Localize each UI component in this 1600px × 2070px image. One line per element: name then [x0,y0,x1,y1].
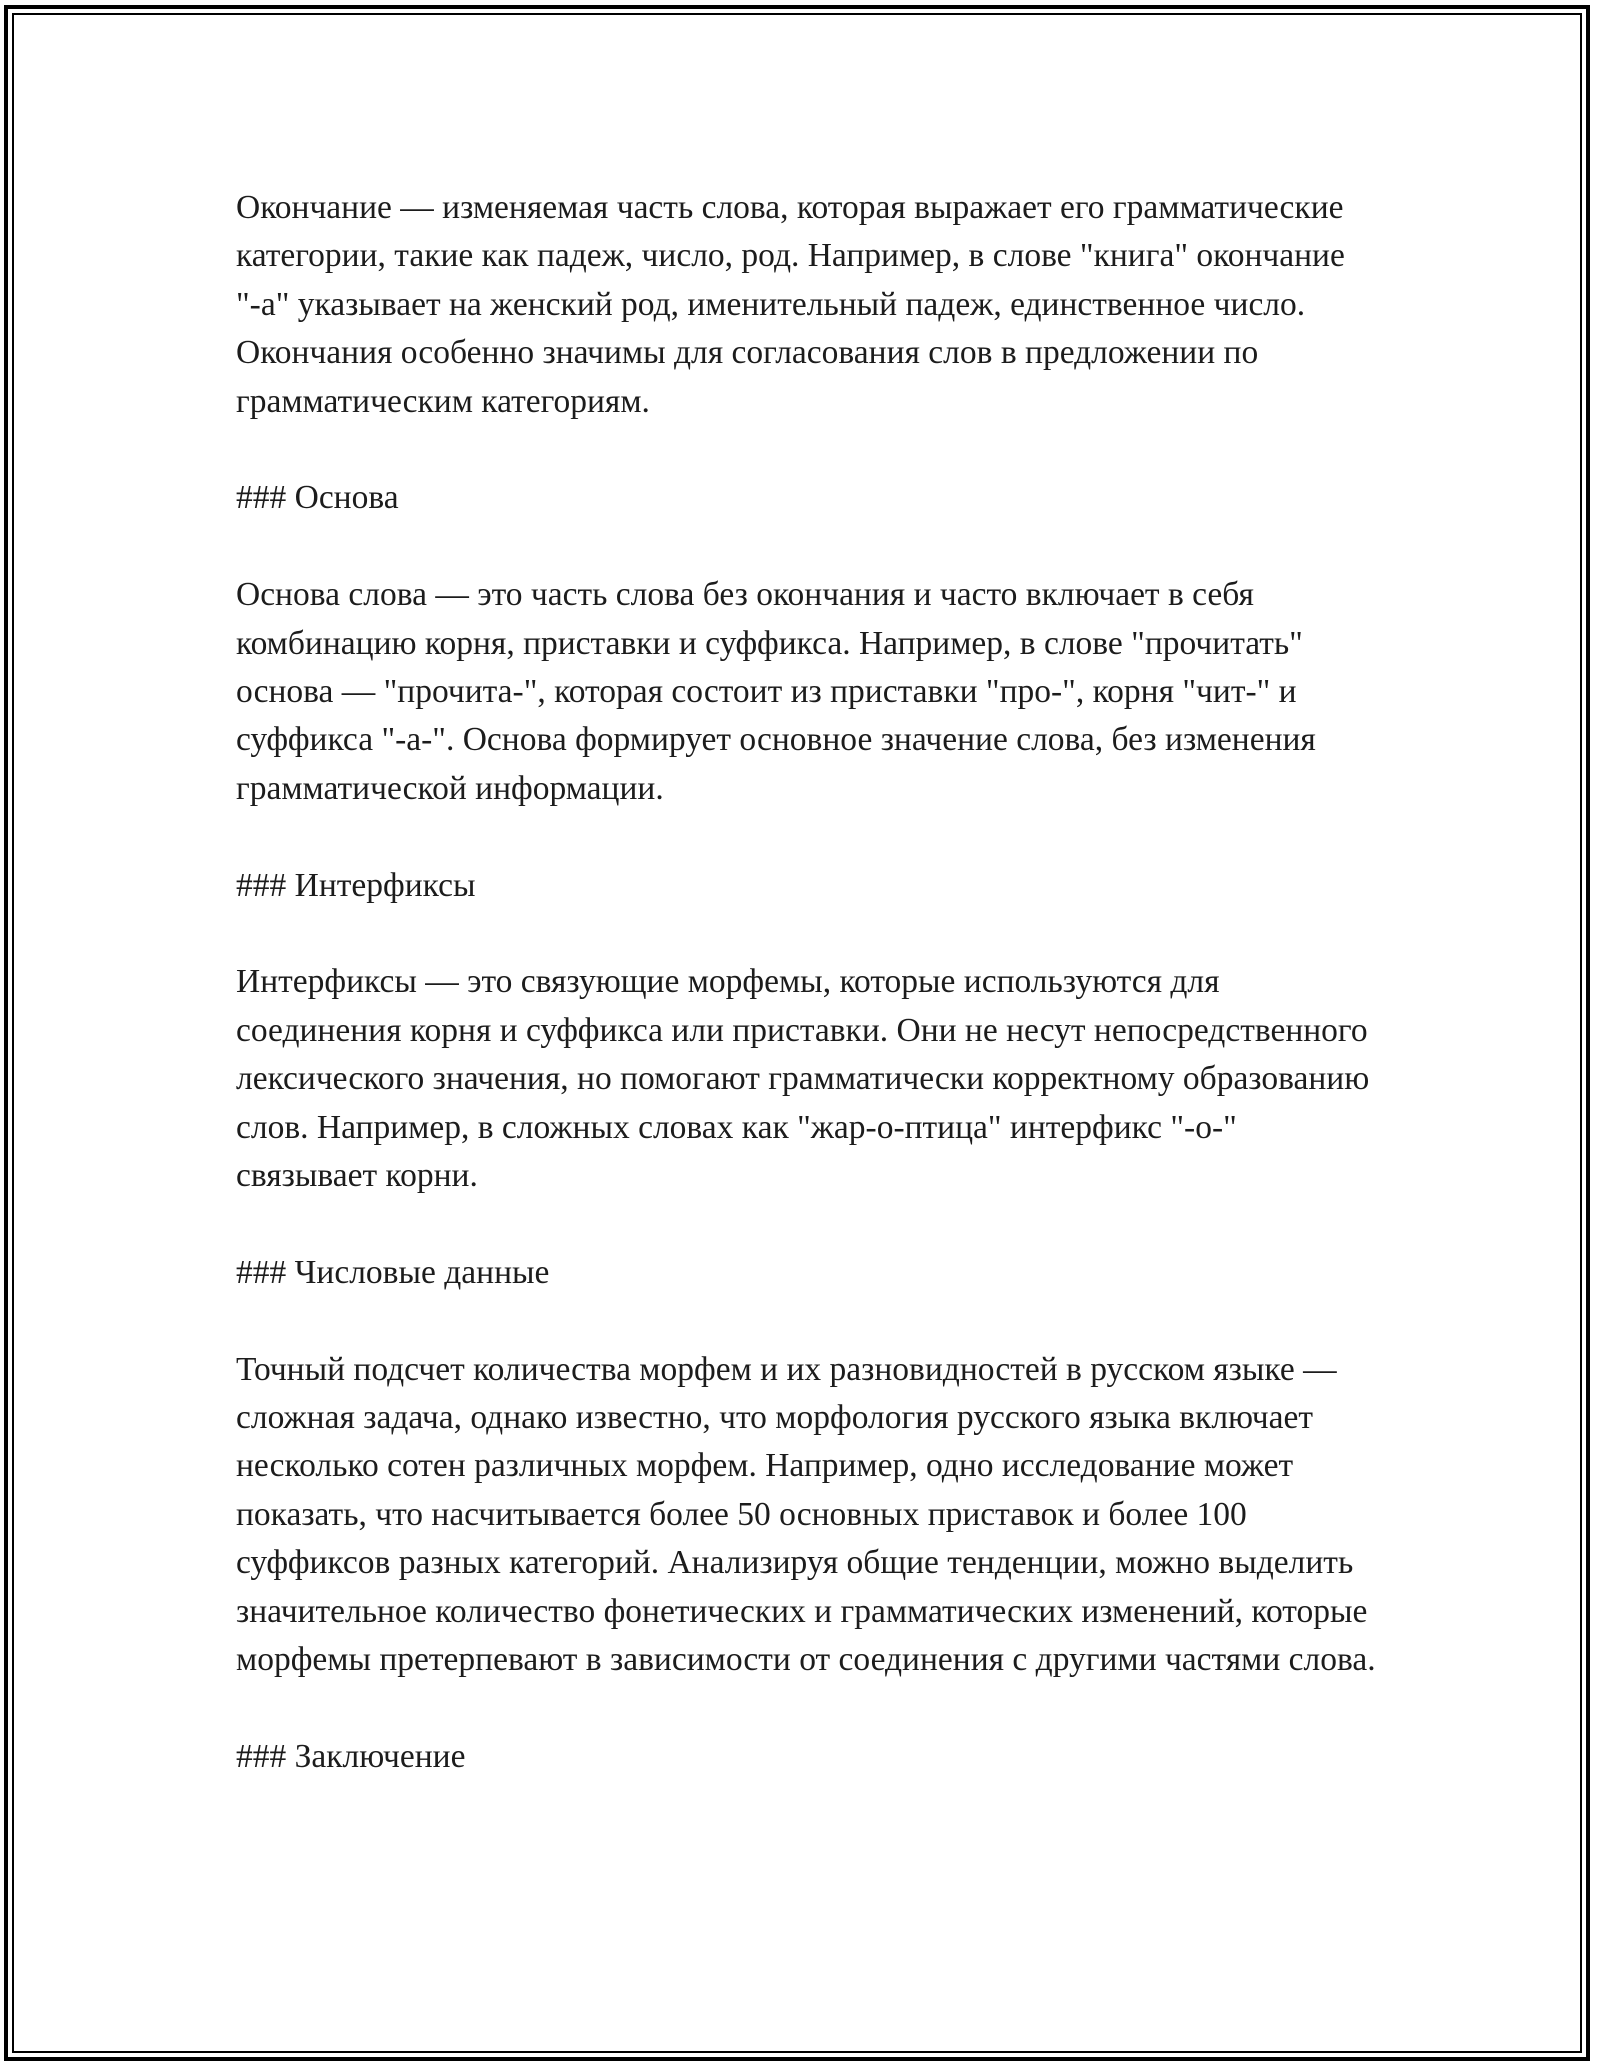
paragraph-stem: Основа слова — это часть слова без окончания и часто включает в себя комбинацию корня, приставки и суффикса. Например, в слове "прочитать" основа — "прочита-", которая состоит из приставки "про-", корня "чит-" и суффикса "-а-". Основа формирует основное значение слова, без изменения грамматической информации. [236,576,1316,807]
heading-conclusion: ### Заключение [236,1737,466,1775]
paragraph-numeric-data: Точный подсчет количества морфем и их разновидностей в русском языке — сложная задача, однако известно, что морфология русского языка включает несколько сотен различных морфем. Например, одно исследование может показать, что насчитывается более 50 основных приставок и более 100 суффиксов разных категорий. Анализируя общие тенденции, можно выделить значительное количество фонетических и грамматических изменений, которые морфемы претерпевают в зависимости от соединения с другими частями слова. [236,1350,1376,1679]
document-body [236,184,1376,1830]
heading-stem: ### Основа [236,479,399,517]
heading-numeric-data: ### Числовые данные [236,1253,550,1291]
paragraph-ending: Окончание — изменяемая часть слова, которая выражает его грамматические категории, такие как падеж, число, род. Например, в слове "книга" окончание "-а" указывает на женский род, именительный падеж, единственное число. Окончания особенно значимы для согласования слов в предложении по грамматическим категориям. [236,189,1345,420]
paragraph-interfixes: Интерфиксы — это связующие морфемы, которые используются для соединения корня и суффикса или приставки. Они не несут непосредственного лексического значения, но помогают грамматически корректному образованию слов. Например, в сложных словах как "жар-о-птица" интерфикс "-о-" связывает корни. [236,963,1370,1195]
heading-interfixes: ### Интерфиксы [236,866,476,904]
